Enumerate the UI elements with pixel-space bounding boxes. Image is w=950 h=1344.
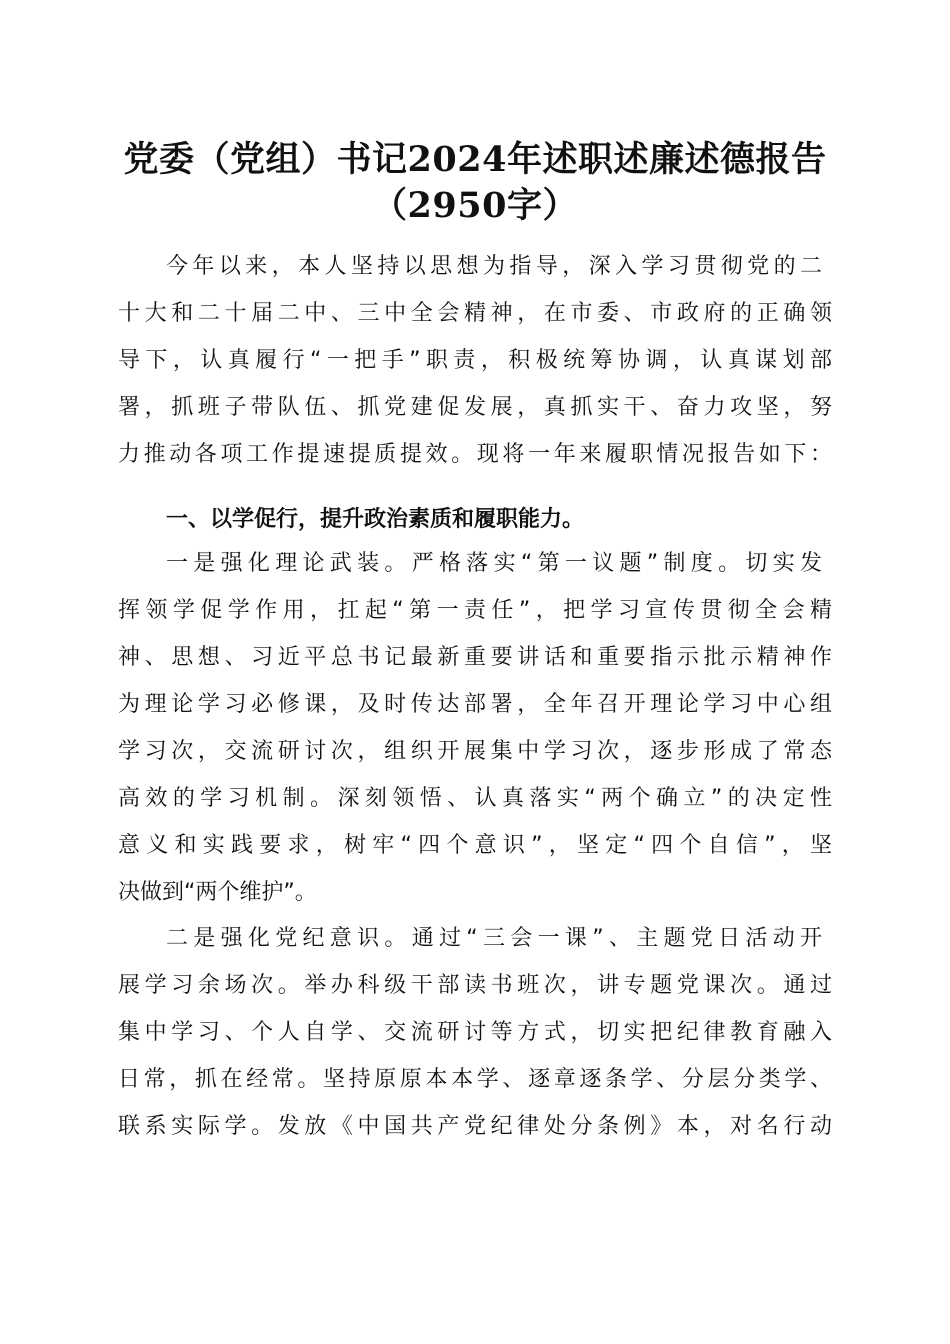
- paragraph-theory-line-3: 神、思想、习近平总书记最新重要讲话和重要指示批示精神作: [118, 645, 832, 670]
- paragraph-intro-line-5: 力推动各项工作提速提质提效。现将一年来履职情况报告如下：: [118, 442, 832, 467]
- paragraph-theory-line-6: 高效的学习机制。深刻领悟、认真落实“两个确立”的决定性: [118, 786, 832, 811]
- paragraph-theory-line-7: 意义和实践要求，树牢“四个意识”，坚定“四个自信”，坚: [118, 833, 832, 858]
- document-title: 党委（党组）书记2024年述职述廉述德报告: [123, 139, 827, 180]
- paragraph-theory-line-1: 一是强化理论武装。严格落实“第一议题”制度。切实发: [166, 551, 822, 576]
- paragraph-intro-line-1: 今年以来，本人坚持以思想为指导，深入学习贯彻党的二: [166, 254, 822, 279]
- document-subtitle-word-count: （2950字）: [372, 185, 578, 226]
- paragraph-theory-line-4: 为理论学习必修课，及时传达部署，全年召开理论学习中心组: [118, 692, 832, 717]
- paragraph-intro-line-4: 署，抓班子带队伍、抓党建促发展，真抓实干、奋力攻坚，努: [118, 395, 832, 420]
- paragraph-theory-line-2: 挥领学促学作用，扛起“第一责任”，把学习宣传贯彻全会精: [118, 598, 832, 623]
- paragraph-discipline-line-2: 展学习余场次。举办科级干部读书班次，讲专题党课次。通过: [118, 973, 832, 998]
- paragraph-theory-line-8: 决做到“两个维护”。: [118, 880, 317, 905]
- section-heading-1: 一、以学促行，提升政治素质和履职能力。: [166, 507, 585, 532]
- paragraph-intro-line-3: 导下，认真履行“一把手”职责，积极统筹协调，认真谋划部: [118, 348, 832, 373]
- paragraph-intro-line-2: 十大和二十届二中、三中全会精神，在市委、市政府的正确领: [118, 301, 832, 326]
- paragraph-discipline-line-4: 日常，抓在经常。坚持原原本本学、逐章逐条学、分层分类学、: [118, 1067, 832, 1092]
- paragraph-discipline-line-1: 二是强化党纪意识。通过“三会一课”、主题党日活动开: [166, 926, 822, 951]
- paragraph-theory-line-5: 学习次，交流研讨次，组织开展集中学习次，逐步形成了常态: [118, 739, 832, 764]
- paragraph-discipline-line-5: 联系实际学。发放《中国共产党纪律处分条例》本，对名行动: [118, 1114, 832, 1139]
- paragraph-discipline-line-3: 集中学习、个人自学、交流研讨等方式，切实把纪律教育融入: [118, 1020, 832, 1045]
